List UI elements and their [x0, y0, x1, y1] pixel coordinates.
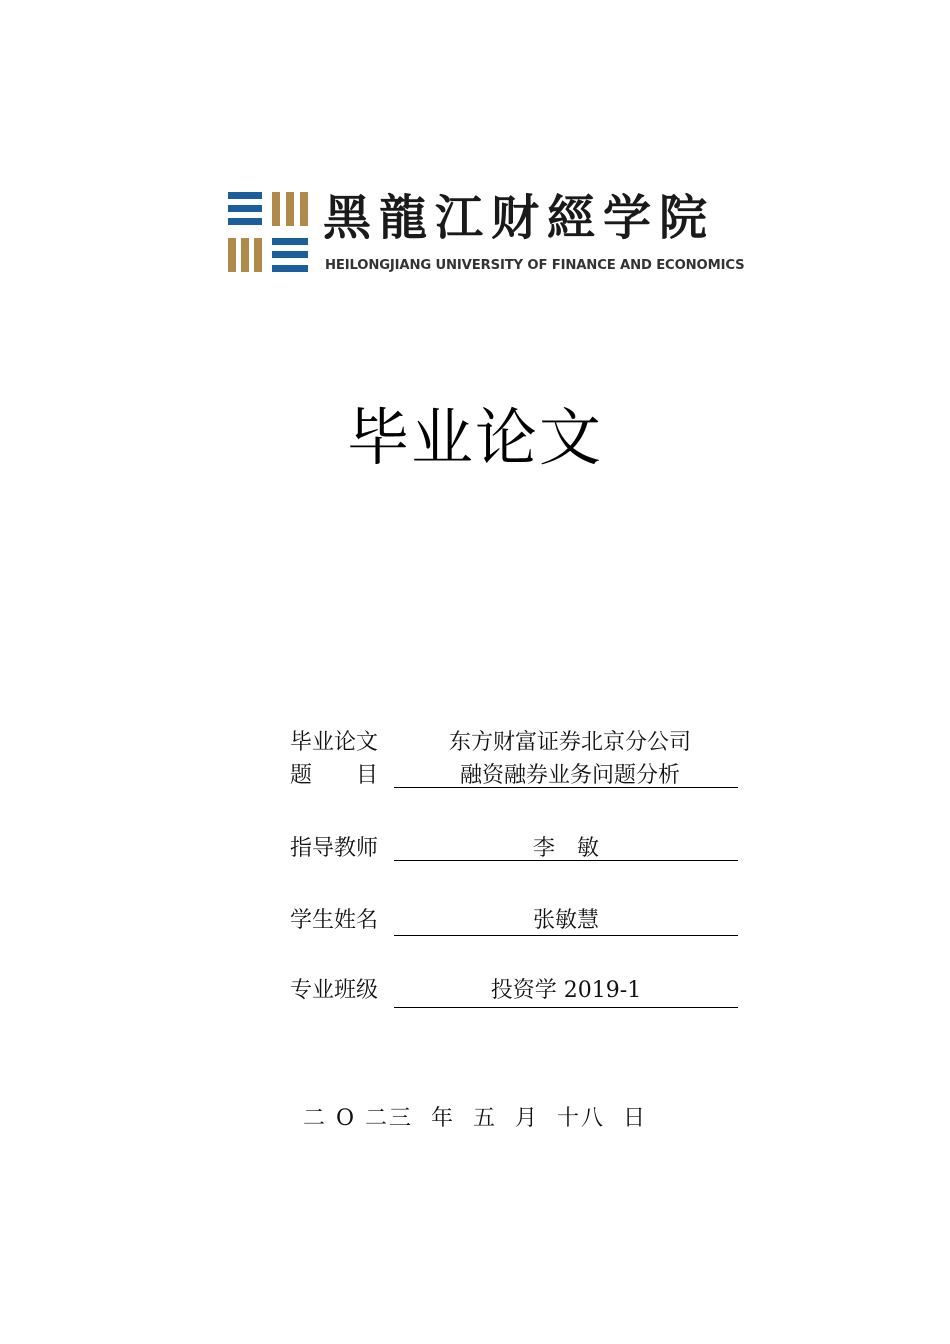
advisor-underline	[394, 860, 738, 861]
university-emblem-icon	[228, 192, 308, 272]
university-logo	[228, 185, 773, 277]
class-underline	[394, 1007, 738, 1008]
submission-date: 二 O 二三 年 五 月 十八 日	[303, 1106, 647, 1131]
topic-label-line1: 毕业论文	[290, 730, 379, 755]
university-name-en: HEILONGJIANG UNIVERSITY OF FINANCE AND ECONOMICS	[325, 258, 745, 273]
advisor-value: 李 敏	[532, 836, 599, 861]
topic-value-line1: 东方财富证券北京分公司	[448, 730, 691, 755]
student-underline	[394, 935, 738, 936]
student-label: 学生姓名	[290, 908, 379, 933]
student-value: 张敏慧	[532, 908, 599, 933]
topic-underline	[394, 787, 738, 788]
class-label: 专业班级	[290, 978, 379, 1003]
page-title: 毕业论文	[346, 401, 603, 474]
advisor-label: 指导教师	[290, 836, 379, 861]
university-name-cn: 黑龍江财經学院	[323, 190, 716, 246]
class-value: 投资学 2019-1	[490, 978, 642, 1003]
topic-label-line2: 题 目	[290, 763, 379, 788]
topic-value-line2: 融资融券业务问题分析	[459, 763, 680, 788]
